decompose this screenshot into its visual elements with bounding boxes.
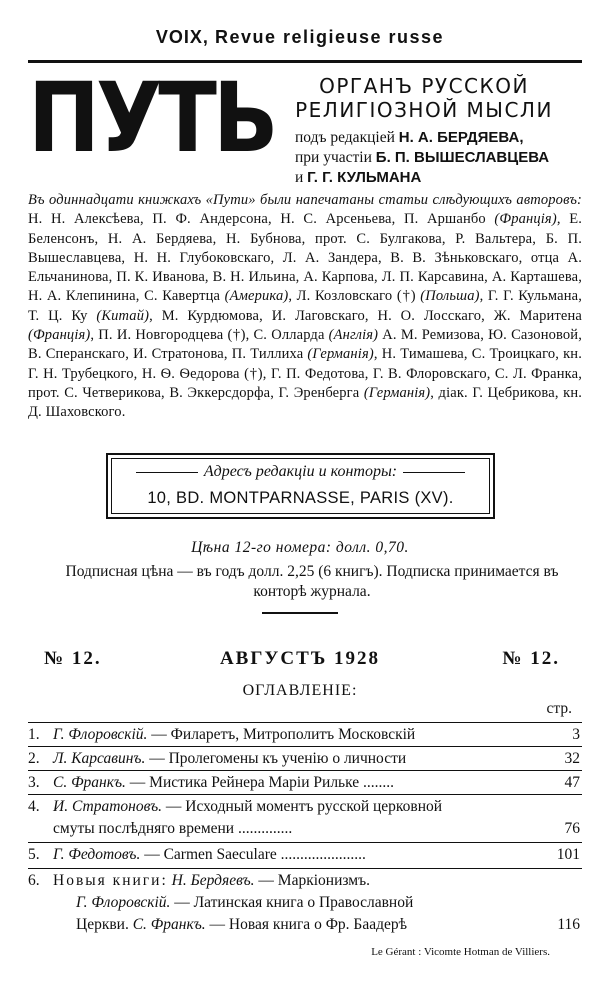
author-country: (Германія) [307,346,374,363]
author-country: (Польша) [420,288,480,305]
toc-item-author: Г. Федотовъ. [53,846,141,863]
toc-rule-3 [28,770,582,771]
authors-lead: Въ одиннадцати книжкахъ «Пути» были напечатаны статьи слѣдующихъ авторовъ: [28,192,582,208]
toc-item-page: 32 [564,750,580,767]
toc-rule-1 [28,722,582,723]
editors-line-1 [295,128,585,148]
toc-item-title: — Новая книга о Фр. Баадерѣ [205,916,408,933]
toc-item-line [76,892,580,914]
toc-item-title: — Маркіонизмъ. [254,872,370,889]
toc-item-title: — Исходный моментъ русской церковной [162,798,443,815]
dash-left [136,472,198,474]
toc-rule-5 [28,842,582,843]
author-country: (Китай) [96,307,150,324]
author-country: (Германія) [363,384,431,401]
toc-item-line [53,724,580,746]
editor-berdyaev: Н. А. БЕРДЯЕВА, [398,129,524,146]
toc-item-line [53,772,580,794]
revue-religieuse-russe: Revue religieuse russe [214,27,445,47]
toc-title: ОГЛАВЛЕНІЕ: [242,682,358,699]
toc-item-author: Г. Флоровскій. [76,894,171,911]
address-box [106,453,495,519]
author-names: Н. Н. Алексѣева, П. Ф. Андерсона, Н. С. Арсеньева, П. Аршанбо [28,211,495,228]
author-country: (Франція) [28,327,91,344]
address-label-text: Адресъ редакціи и конторы: [203,463,398,480]
editors-block [295,128,585,188]
toc-item-page: 116 [557,916,580,933]
toc-page-column-label: стр. [546,700,572,717]
toc-item-number: 4. [28,798,40,815]
author-names: А. М. Ремизова, Ю. Сазоновой, В. Сперанскаго, И. Стратонова, П. Тиллиха [28,327,582,363]
author-country: (Англія) [328,327,379,344]
toc-item-page: 3 [572,726,580,743]
address-label [108,463,493,481]
toc-item-number: 3. [28,774,40,791]
toc-item-number: 1. [28,726,40,743]
toc-item-page: 47 [564,774,580,791]
author-country: (Франція) [494,211,557,228]
toc-item-line [53,844,580,866]
toc-rule-2 [28,746,582,747]
toc-item-title: — Carmen Saeculare ...................... [140,846,366,863]
editors-line-3 [295,168,585,188]
author-names: , Л. Козловскаго (†) [288,288,421,305]
journal-organ-description [268,74,580,122]
toc-item-title: — Мистика Рейнера Маріи Рильке ........ [125,774,395,791]
editors-line-2 [295,148,585,168]
journal-subtitle-french [0,27,600,48]
toc-rule-6 [28,868,582,869]
toc-item-page: 76 [564,820,580,837]
toc-item-title: — Пролегомены къ ученію о личности [145,750,407,767]
author-names: , П. И. Новгородцева (†), С. Олларда [90,327,329,344]
new-books-label: Новыя книги: [53,872,168,889]
organ-line-2: РЕЛИГІОЗНОЙ МЫСЛИ [295,98,553,122]
address-value: 10, BD. MONTPARNASSE, PARIS (XV). [147,489,454,507]
authors-paragraph [28,191,582,423]
journal-logo-put: ПУТЬ [28,62,275,175]
issue-date: АВГУСТЪ 1928 [219,648,381,669]
author-names: , Е. Беленсонъ, Н. А. Бердяева, Н. Бубнова, прот. С. Булгакова, Р. Вальтера, Б. П. Вышеславцева, Н. Н. Глубоковскаго, Л. А. Зандера, В. В. Зѣньковскаго, отца А. Ельчанинова, П. К. Иванова, В. Н. Ильина, А. Карпова, Л. П. Карсавина, А. Карташева, Н. А. Клепинина, С. Кавертца [28,211,582,305]
toc-item-number: 2. [28,750,40,767]
toc-item-author: С. Франкъ. [132,916,206,933]
toc-item-line [53,870,580,892]
toc-item-number: 5. [28,846,40,863]
toc-item-line [76,914,580,936]
authors-list [28,211,582,420]
toc-item-number: 6. [28,872,40,889]
toc-item-author: Л. Карсавинъ. [53,750,146,767]
author-names: , М. Курдюмова, И. Лаговскаго, Н. О. Лосскаго, Ж. Маритена [149,307,582,324]
toc-item-author: С. Франкъ. [53,774,126,791]
toc-item-line [53,748,580,770]
toc-item-author: Г. Флоровскій. [53,726,148,743]
author-names: , Н. Тимашева, С. Троицкаго, кн. Г. Н. Трубецкого, Н. Ѳ. Ѳедорова (†), Г. П. Федотова, Г. В. Флоровскаго, С. Л. Франка, прот. С. Четверикова, В. Эккерсдорфа, Г. Эренберга [28,346,582,401]
issue-number-right: № 12. [502,648,560,669]
toc-item-page: 101 [556,846,580,863]
toc-item-author: Н. Бердяевъ. [171,872,255,889]
gerant-credit: Le Gérant : Vicomte Hotman de Villiers. [371,946,550,958]
toc-item-line [53,796,580,818]
issue-price: Цѣна 12-го номера: долл. 0,70. [191,539,409,556]
toc-item-title: Церкви. [76,916,129,933]
editors-line-2-prefix: при участіи [295,149,372,166]
editor-kulman: Г. Г. КУЛЬМАНА [307,169,422,186]
editors-line-3-prefix: и [295,169,304,186]
author-names: , Г. Г. Кульмана, Т. Ц. Ку [28,288,583,324]
toc-rule-4 [28,794,582,795]
issue-number-left: № 12. [44,648,102,669]
voix-word: VOIX, [155,27,209,47]
author-country: (Америка) [224,288,289,305]
dash-right [403,472,465,474]
toc-item-title: — Филаретъ, Митрополитъ Московскій [147,726,416,743]
editors-line-1-prefix: подъ редакціей [295,129,395,146]
separator-rule [262,612,338,614]
toc-item-title-continued: смуты послѣдняго времени .............. [53,820,293,837]
editor-vysheslavtsev: Б. П. ВЫШЕСЛАВЦЕВА [375,149,550,166]
author-names: , діак. Г. Цебрикова, кн. Д. Шаховского. [28,384,582,421]
subscription-info: Подписная цѣна — въ годъ долл. 2,25 (6 книгъ). Подписка принимается въ конторѣ журнала. [65,563,559,600]
toc-item-title: — Латинская книга о Православной [170,894,414,911]
organ-line-1: ОРГАНЪ РУССКОЙ [319,74,529,98]
toc-item-author: И. Стратоновъ. [53,798,163,815]
